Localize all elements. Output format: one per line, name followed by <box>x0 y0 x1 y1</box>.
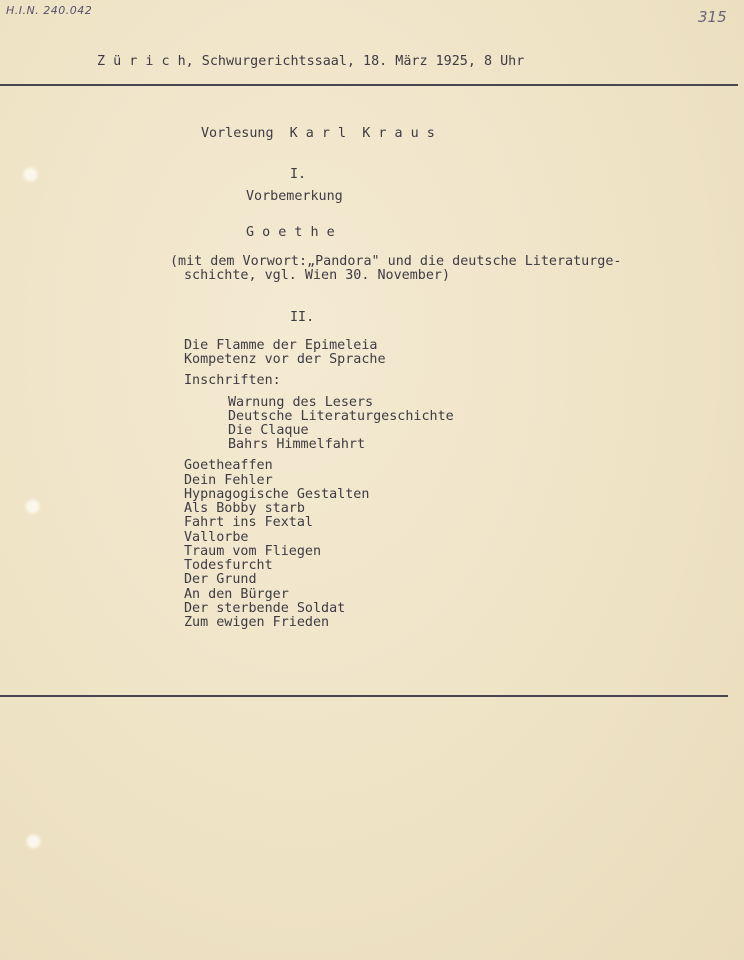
page-number: 315 <box>698 8 727 26</box>
program-item: Dein Fehler <box>184 473 273 488</box>
inscription-item: Deutsche Literaturgeschichte <box>228 409 454 424</box>
program-item: Todesfurcht <box>184 558 273 573</box>
program-item: Der sterbende Soldat <box>184 601 346 616</box>
top-rule <box>0 84 738 86</box>
program-item: Als Bobby starb <box>184 501 305 516</box>
part-one-note-line-2: schichte, vgl. Wien 30. November) <box>184 268 451 283</box>
punch-hole <box>29 837 38 846</box>
program-item: Zum ewigen Frieden <box>184 615 330 630</box>
program-item: Die Flamme der Epimeleia <box>184 338 378 353</box>
bottom-rule <box>0 695 728 697</box>
part-one-subtitle: G o e t h e <box>246 225 335 240</box>
program-item: Kompetenz vor der Sprache <box>184 352 386 367</box>
header-line: Z ü r i c h, Schwurgerichtssaal, 18. März 1925, 8 Uhr <box>97 54 525 69</box>
program-item: Hypnagogische Gestalten <box>184 487 370 502</box>
part-one-numeral: I. <box>290 167 307 182</box>
part-two-numeral: II. <box>290 310 315 325</box>
program-item: An den Bürger <box>184 587 289 602</box>
punch-hole <box>28 502 37 511</box>
part-one-note-line-1: (mit dem Vorwort:„Pandora" und die deutsche Literaturge- <box>170 254 622 269</box>
program-item: Traum vom Fliegen <box>184 544 322 559</box>
program-item: Fahrt ins Fextal <box>184 515 313 530</box>
program-item: Inschriften: <box>184 373 281 388</box>
inscription-item: Die Claque <box>228 423 309 438</box>
program-item: Vallorbe <box>184 530 249 545</box>
part-one-item: Vorbemerkung <box>246 189 343 204</box>
inscription-item: Warnung des Lesers <box>228 395 374 410</box>
page-title: Vorlesung K a r l K r a u s <box>201 126 435 141</box>
inscription-item: Bahrs Himmelfahrt <box>228 437 366 452</box>
punch-hole <box>26 170 35 179</box>
program-item: Der Grund <box>184 572 257 587</box>
program-item: Goetheaffen <box>184 458 273 473</box>
archive-mark: H.I.N. 240.042 <box>6 4 93 17</box>
